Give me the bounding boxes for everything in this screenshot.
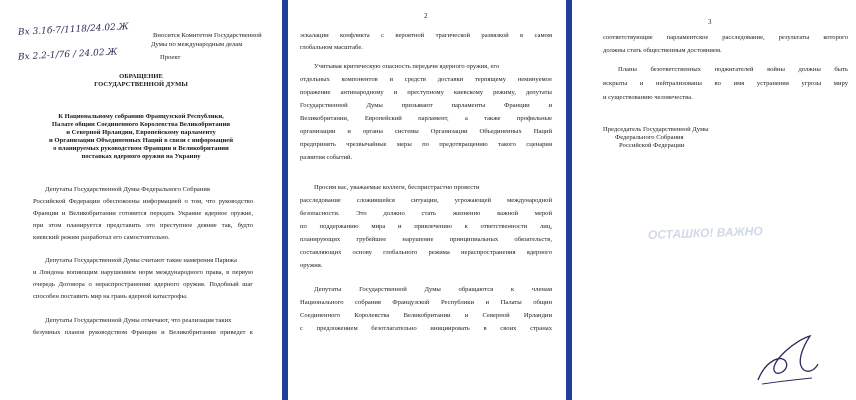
signature-block-line-2: Федерального Собрания xyxy=(615,134,684,141)
paragraph-2-line-3: очередь Договора о нераспространении ядерного оружия. Подобный шаг xyxy=(33,281,253,288)
p3-line-a2: должны стать общественным достоянием. xyxy=(603,47,722,54)
paragraph-1-line-1: Депутаты Государственной Думы Федерального Собрания xyxy=(45,186,210,193)
p2-line-d3: Соединенного Королевства Великобритании и Северной Ирландии xyxy=(300,312,552,319)
p2-line-b6: организации и органы системы Организации Объединенных Наций xyxy=(300,128,552,135)
document-title-line-2: ГОСУДАРСТВЕННОЙ ДУМЫ xyxy=(94,81,188,88)
p2-line-b4: Государственной Думы призывают парламенты Франции и xyxy=(300,102,552,109)
p3-line-b2: вскрыты и нейтрализованы во имя устранения угрозы миру xyxy=(603,80,848,87)
p3-line-b1: Планы безответственных поджигателей войны должны быть xyxy=(618,66,848,73)
p2-line-c4: по поддержанию мира и привлечению к ответственности лиц, xyxy=(300,223,552,230)
document-page-3 xyxy=(572,0,856,400)
p2-line-c7: оружия. xyxy=(300,262,323,269)
draft-label: Проект xyxy=(160,54,181,61)
header-line-1: Вносится Комитетом Государственной xyxy=(153,32,262,39)
address-line-2: Палате общин Соединенного Королевства Великобритании xyxy=(51,121,231,128)
p2-line-b8: развития событий. xyxy=(300,154,353,161)
address-line-4: и Организации Объединенных Наций в связи с информацией xyxy=(48,137,234,144)
p2-line-d2: Национального собрания Французской Республики и Палаты общин xyxy=(300,299,552,306)
paragraph-2-line-1: Депутаты Государственной Думы считают такие намерения Парижа xyxy=(45,257,237,264)
address-line-6: поставках ядерного оружия на Украину xyxy=(81,153,201,160)
address-line-1: К Национальному собранию Французской Республики, xyxy=(58,113,224,120)
document-page-1 xyxy=(0,0,282,400)
signature-block-line-1: Председатель Государственной Думы xyxy=(603,126,709,133)
p2-line-c6: составляющих основу глобального режима нераспространения ядерного xyxy=(300,249,552,256)
p2-line-b7: предпринять чрезвычайные меры по предотвращению такого сценария xyxy=(300,141,552,148)
page-number: 2 xyxy=(424,12,428,20)
signature-block-line-3: Российской Федерации xyxy=(619,142,685,149)
channel-watermark: ОСТАШКО! ВАЖНО xyxy=(647,224,763,242)
address-line-3: и Северной Ирландии, Европейскому парламенту xyxy=(66,129,216,136)
paragraph-1-line-3: Франции и Великобритании готовится передать Украине ядерное оружие, xyxy=(33,210,253,217)
page-number: 3 xyxy=(708,18,712,26)
p2-line-d4: с предложением безотлагательно инициировать в своих странах xyxy=(300,325,552,332)
paragraph-3-line-1: Депутаты Государственной Думы отмечают, что реализация таких xyxy=(45,317,232,324)
document-page-2 xyxy=(288,0,566,400)
p2-line-b1: Учитывая критическую опасность передачи ядерного оружия, его xyxy=(314,63,500,70)
p2-line-a1: эскалации конфликта с вероятной трагической развязкой в самом xyxy=(300,32,552,39)
p2-line-b5: Великобритании, Европейский парламент, а также профильные xyxy=(300,115,552,122)
p2-line-c2: расследование сложившейся ситуации, угрожающей международной xyxy=(300,197,552,204)
p2-line-c1: Просим вас, уважаемые коллеги, беспристрастно провести xyxy=(314,184,480,191)
paragraph-1-line-5: киевский режим разработал его самостоятельно. xyxy=(33,234,170,241)
p2-line-c3: безопасности. Это должно стать жизненно важной мерой xyxy=(300,210,552,217)
p2-line-b2: отдельных компонентов и средств доставки терпящему неминуемое xyxy=(300,76,552,83)
p2-line-b3: поражение антинародному и преступному киевскому режиму, депутаты xyxy=(300,89,552,96)
p2-line-c5: планирующих грубейшее нарушение принципиальных обязательств, xyxy=(300,236,552,243)
paragraph-2-line-2: и Лондона вопиющим нарушением норм международного права, в первую xyxy=(33,269,253,276)
paragraph-1-line-4: при этом планируется представить это преступное деяние так, будто xyxy=(33,222,253,229)
paragraph-1-line-2: Российской Федерации обеспокоены информацией о том, что руководство xyxy=(33,198,253,205)
document-title-line-1: ОБРАЩЕНИЕ xyxy=(119,73,163,80)
p3-line-b3: и существованию человечества. xyxy=(603,94,693,101)
p3-line-a1: соответствующие парламентское расследование, результаты которого xyxy=(603,34,848,41)
p2-line-a2: глобальном масштабе. xyxy=(300,44,363,51)
handwritten-registration-note-1: Вх 3.1б-7/1118/24.02.Ж xyxy=(17,22,130,38)
handwritten-registration-note-2: Вх 2.2-1/76 / 24.02.Ж xyxy=(17,47,118,63)
p2-line-d1: Депутаты Государственной Думы обращаются к членам xyxy=(314,286,552,293)
paragraph-3-line-2: безумных планов руководством Франции и Великобритании приведет к xyxy=(33,329,253,336)
header-line-2: Думы по международным делам xyxy=(151,41,243,48)
handwritten-signature xyxy=(752,330,822,390)
address-line-5: о планируемых руководством Франции и Великобритании xyxy=(53,145,229,152)
paragraph-2-line-4: способен поставить мир на грань ядерной катастрофы. xyxy=(33,293,188,300)
